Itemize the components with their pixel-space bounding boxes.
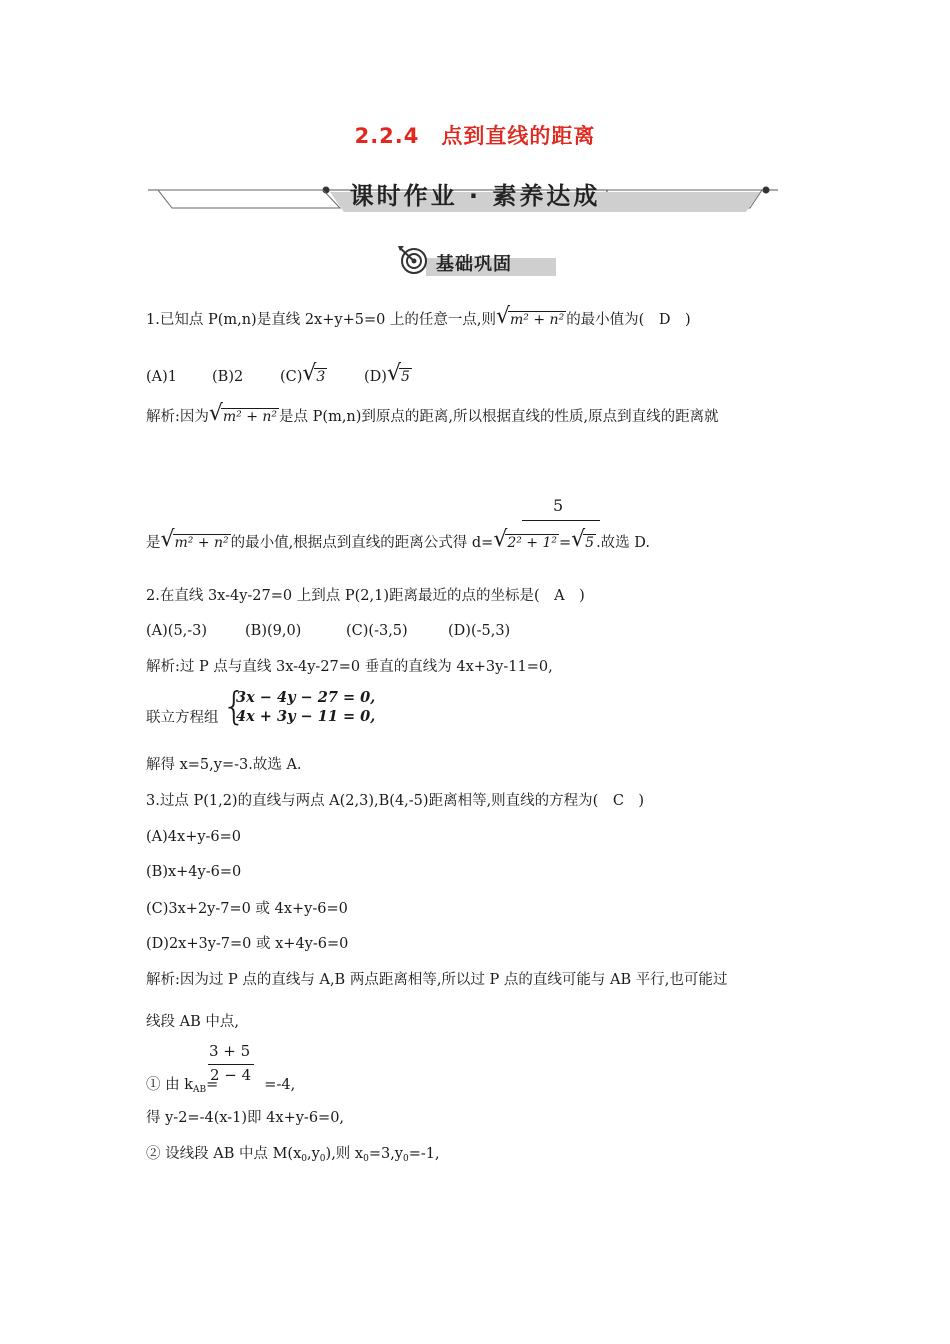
q3-stem: 3.过点 P(1,2)的直线与两点 A(2,3),B(4,-5)距离相等,则直线的方程为( C ) bbox=[146, 793, 645, 809]
equation-brace: { bbox=[222, 684, 247, 728]
q3-option-a: (A)4x+y-6=0 bbox=[146, 829, 242, 845]
q2-option-b: (B)(9,0) bbox=[245, 623, 302, 639]
page-title: 2.2.4 点到直线的距离 bbox=[354, 124, 596, 148]
q3-step3: ② 设线段 AB 中点 $M(x_0,y_0)$,则 $x_0=3,y_0=-1$, bbox=[146, 1146, 440, 1164]
q3-solution-line1: 解析:因为过 P 点的直线与 A,B 两点距离相等,所以过 P 点的直线可能与 AB 平行,也可能过 bbox=[146, 972, 728, 988]
q2-option-c: (C)(-3,5) bbox=[346, 623, 408, 639]
q3-step1: ① 由 $k_{AB}= =-4$, bbox=[146, 1077, 296, 1095]
q2-equation-1: 3x − 4y − 27 = 0, bbox=[236, 689, 376, 706]
q1-option-a: (A)1 bbox=[146, 369, 178, 385]
banner-title: 课时作业 · 素养达成 bbox=[349, 182, 601, 210]
q2-solution-line2: 联立方程组 bbox=[146, 710, 219, 726]
q3-solution-line2: 线段 AB 中点, bbox=[146, 1014, 239, 1030]
q3-fraction-denominator: 2 − 4 bbox=[210, 1066, 252, 1084]
q3-fraction-numerator: 3 + 5 bbox=[209, 1042, 251, 1060]
q1-solution-line1: 解析:因为 √ m² + n² 是点 P(m,n)到原点的距离,所以根据直线的性质,原点到直线的距离就 bbox=[146, 401, 719, 426]
q2-solution-line3: 解得 x=5,y=-3.故选 A. bbox=[146, 757, 302, 773]
q1-option-c: (C) √ 3 bbox=[280, 361, 326, 386]
q1-option-d: (D) √ 5 bbox=[364, 361, 410, 386]
sqrt-expression: √ m² + n² bbox=[496, 304, 565, 329]
q3-step2: 得 y-2=-4(x-1)即 4x+y-6=0, bbox=[146, 1110, 345, 1126]
q2-option-d: (D)(-5,3) bbox=[448, 623, 511, 639]
q2-equation-2: 4x + 3y − 11 = 0, bbox=[236, 708, 376, 725]
section-heading: 基础巩固 bbox=[436, 254, 512, 275]
q1-stem: 1.已知点 P(m,n)是直线 2x+y+5=0 上的任意一点,则 √ m² + n² 的最小值为( D ) bbox=[146, 304, 691, 329]
q3-option-c: (C)3x+2y-7=0 或 4x+y-6=0 bbox=[146, 901, 348, 917]
q1-solution-line2: 是 √ m² + n² 的最小值,根据点到直线的距离公式得 d= √ 2² + 1² = √ 5 .故选 D. bbox=[146, 527, 650, 552]
q3-option-d: (D)2x+3y-7=0 或 x+4y-6=0 bbox=[146, 936, 349, 952]
q1-fraction-bar bbox=[522, 520, 600, 521]
q2-solution-line1: 解析:过 P 点与直线 3x-4y-27=0 垂直的直线为 4x+3y-11=0, bbox=[146, 659, 553, 675]
q3-option-b: (B)x+4y-6=0 bbox=[146, 864, 242, 880]
q1-fraction-numerator: 5 bbox=[553, 496, 564, 515]
q3-fraction-bar bbox=[208, 1064, 254, 1065]
q2-stem: 2.在直线 3x-4y-27=0 上到点 P(2,1)距离最近的点的坐标是( A ) bbox=[146, 588, 585, 604]
q2-option-a: (A)(5,-3) bbox=[146, 623, 208, 639]
q1-option-b: (B)2 bbox=[212, 369, 244, 385]
